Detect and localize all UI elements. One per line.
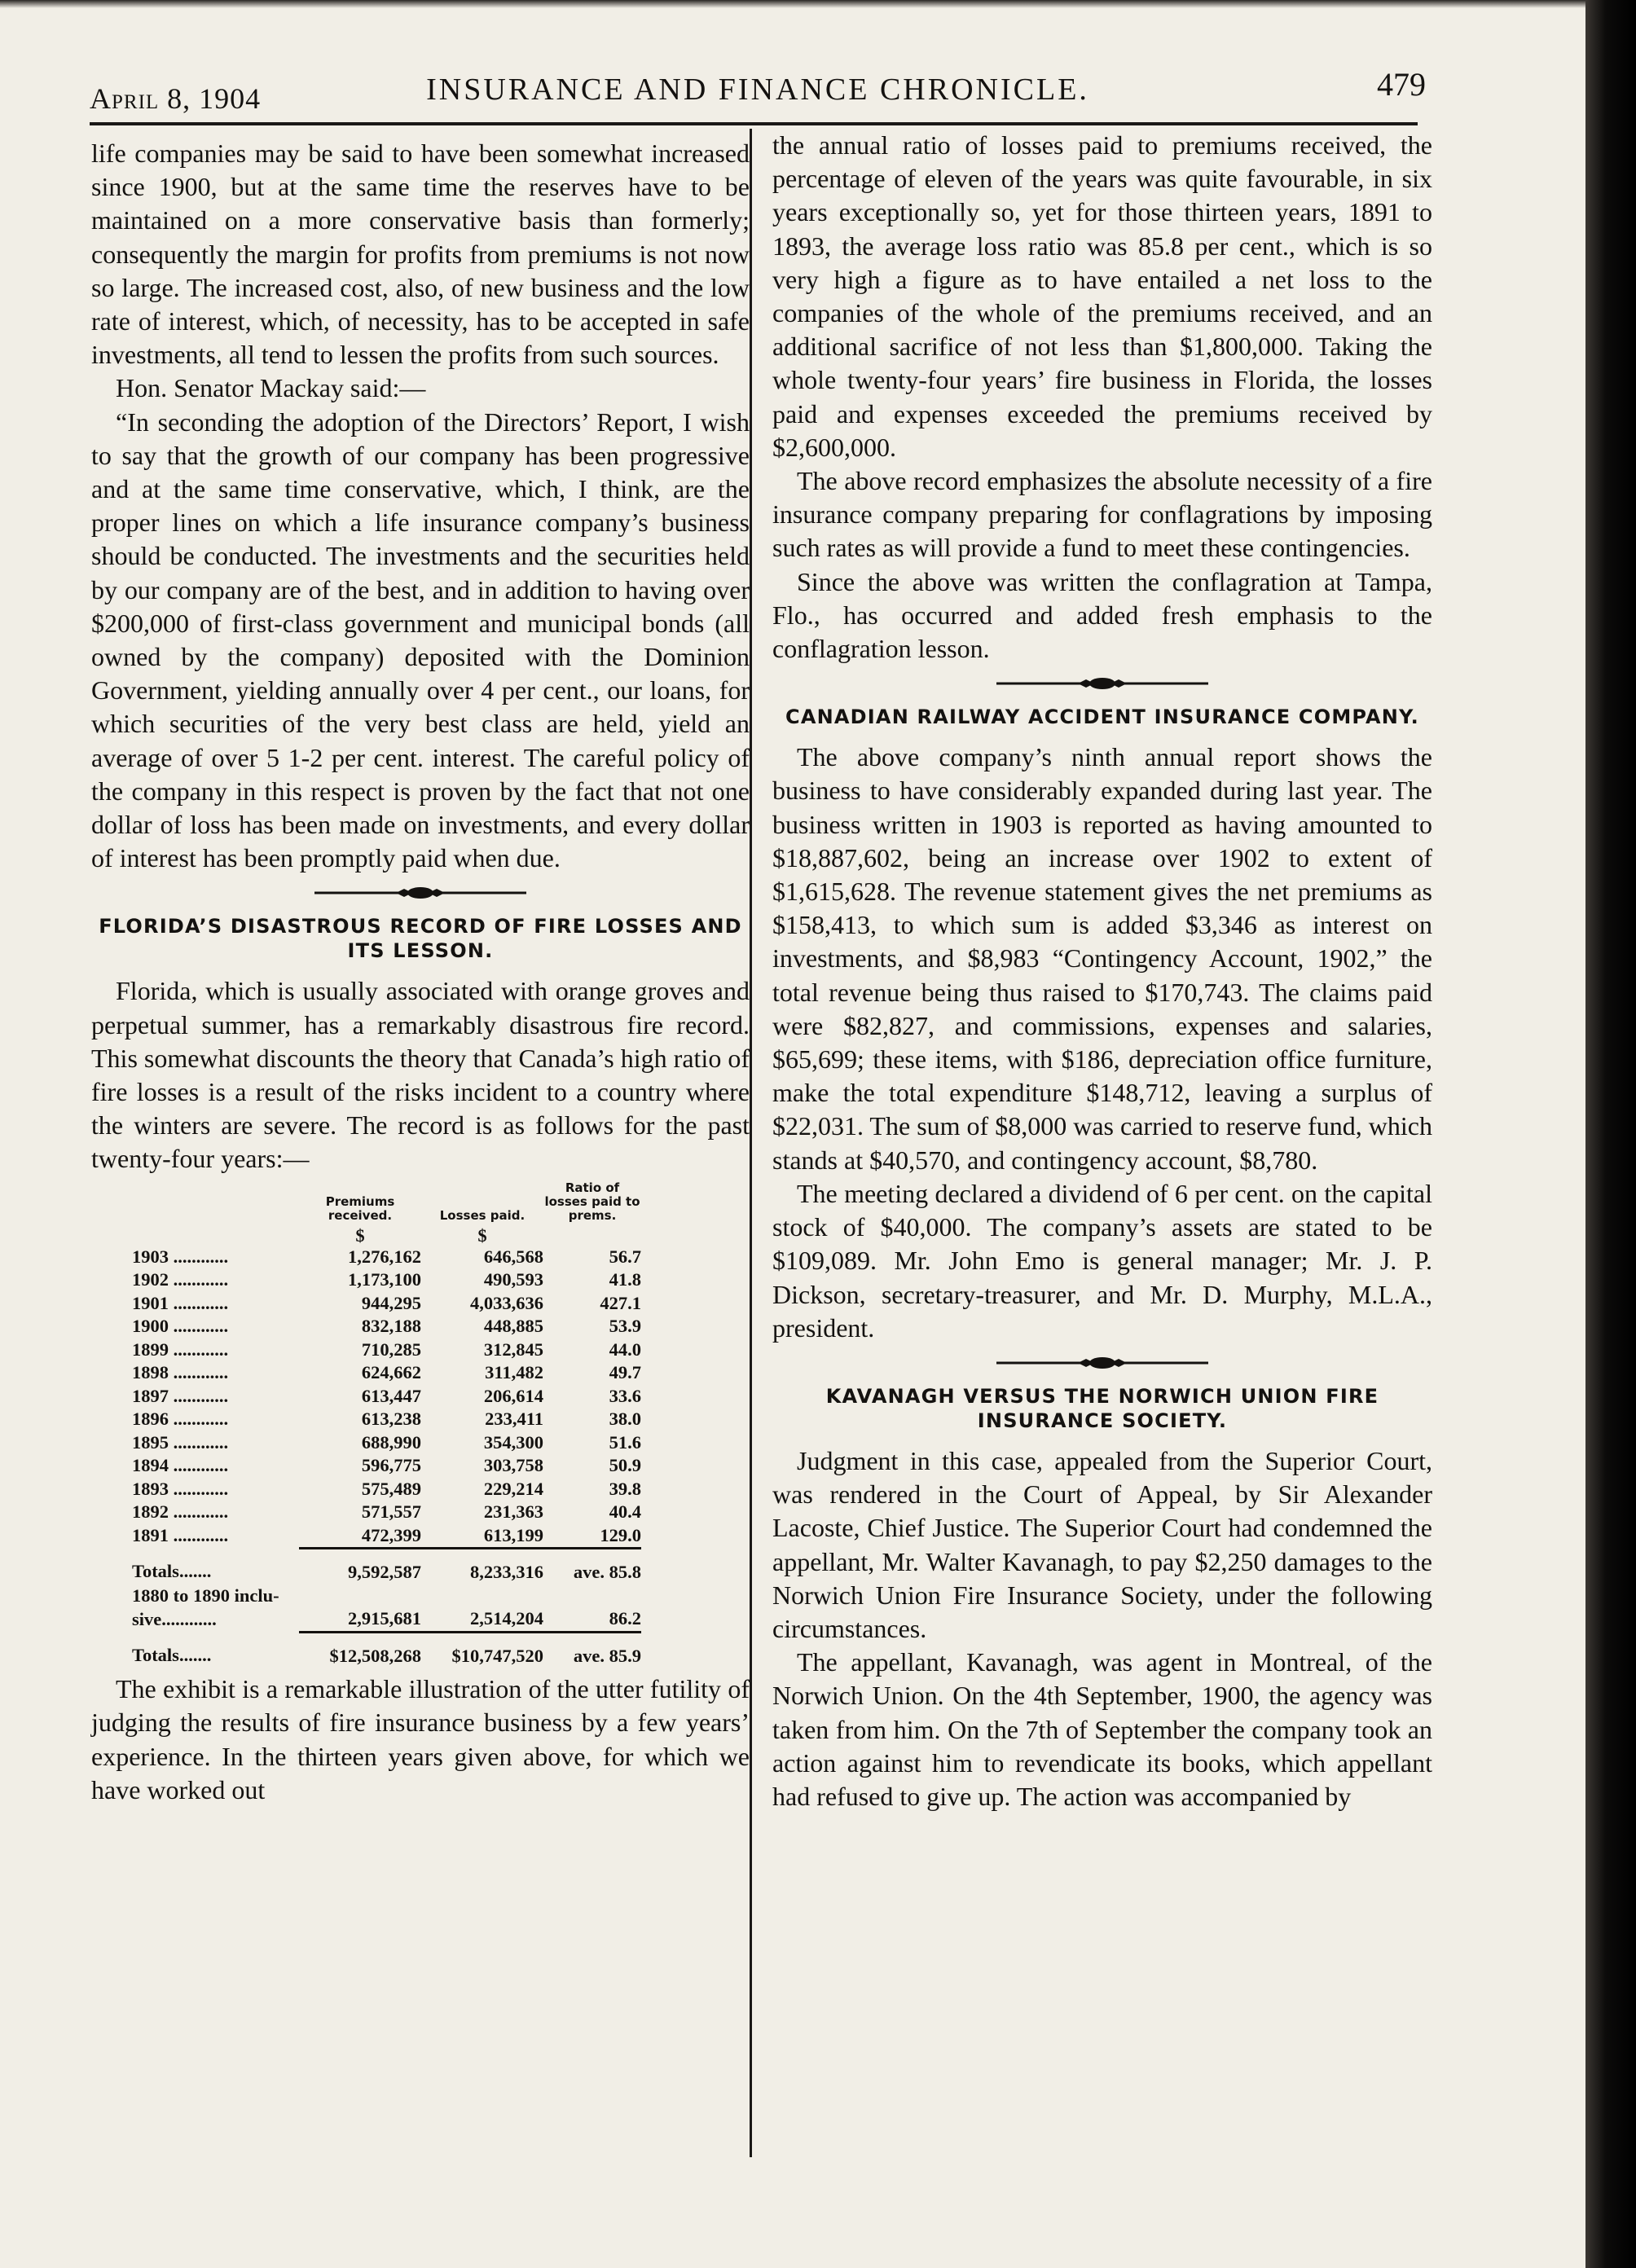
year-cell: 1899 ............: [132, 1338, 229, 1360]
year-cell: 1903 ............: [132, 1246, 229, 1267]
year-cell: 1894 ............: [132, 1455, 229, 1476]
section-heading-kavanagh: KAVANAGH VERSUS THE NORWICH UNION FIRE INSURANCE SOCIETY.: [825, 1384, 1379, 1432]
ratio-cell: 49.7: [609, 1362, 641, 1383]
period-label: 1880 to 1890 inclu-: [132, 1585, 279, 1606]
losses-cell: 490,593: [483, 1269, 543, 1290]
scan-right-edge: [1585, 0, 1636, 2268]
premiums-cell: 624,662: [361, 1362, 421, 1383]
premiums-cell: 710,285: [361, 1338, 421, 1360]
ratio-header: Ratio of losses paid to prems.: [544, 1180, 640, 1223]
ratio-cell: 41.8: [609, 1269, 641, 1290]
journal-title: INSURANCE AND FINANCE CHRONICLE.: [426, 73, 1089, 107]
page-number: 479: [1377, 66, 1426, 103]
paragraph: “In seconding the adoption of the Directors’ Report, I wish to say that the growth of our company has been progressive and at the same time conservative, which, I think, are the proper lines on which a life insurance company’s business should be conducted. The investments and the securities held by our company are of the best, and in addition to having over $200,000 of first-class government and municipal bonds (all owned by the company) deposited with the Dominion Government, yielding annually over 4 per cent., our loans, for which securities of the very best class are held, yield an average of over 5 1-2 per cent. interest. The careful policy of the company in this respect is proven by the fact that not one dollar of loss has been made on investments, and every dollar of interest has been promptly paid when due.: [91, 407, 750, 873]
losses-cell: 229,214: [483, 1478, 543, 1499]
ratio-cell: 56.7: [609, 1246, 641, 1267]
ratio-cell: 50.9: [609, 1455, 641, 1476]
ornament-rule-icon: [996, 1350, 1208, 1376]
ratio-cell: 38.0: [609, 1409, 641, 1430]
ratio-cell: 40.4: [609, 1501, 641, 1523]
section-ornament: [996, 670, 1208, 697]
losses-cell: 4,033,636: [470, 1292, 543, 1313]
losses-cell: 448,885: [483, 1316, 543, 1337]
table-row: [132, 1338, 641, 1362]
losses-cell: 311,482: [485, 1362, 543, 1383]
ornament-rule-icon: [996, 670, 1208, 697]
year-cell: 1897 ............: [132, 1385, 229, 1406]
table-row: [132, 1246, 641, 1269]
period-premiums: 2,915,681: [348, 1608, 421, 1629]
paragraph: The exhibit is a remarkable illustration of the utter futility of judging the results of fire insurance business by a few years’ experience. In the thirteen years given above, for which we have worked out: [91, 1674, 750, 1804]
losses-cell: 312,845: [483, 1338, 543, 1360]
totals-label: Totals.......: [132, 1561, 212, 1582]
year-cell: 1900 ............: [132, 1316, 229, 1337]
losses-cell: 613,199: [483, 1524, 543, 1545]
premiums-cell: 1,276,162: [348, 1246, 421, 1267]
year-cell: 1902 ............: [132, 1269, 229, 1290]
year-cell: 1898 ............: [132, 1362, 229, 1383]
grand-totals-losses: $10,747,520: [421, 1632, 543, 1668]
section-heading-florida: FLORIDA’S DISASTROUS RECORD OF FIRE LOSSES AND ITS LESSON.: [99, 915, 742, 963]
paragraph: Since the above was written the conflagration at Tampa, Flo., has occurred and added fresh emphasis to the conflagration lesson.: [772, 566, 1432, 664]
paragraph: Florida, which is usually associated with orange groves and perpetual summer, has a remarkably disastrous fire record. This somewhat discounts the theory that Canada’s high ratio of fire losses is a result of the risks incident to a country where the winters are severe. The record is as follows for the past twenty-four years:—: [91, 976, 750, 1174]
losses-cell: 646,568: [483, 1246, 543, 1267]
year-cell: 1896 ............: [132, 1409, 229, 1430]
table-row: [132, 1501, 641, 1524]
grand-totals-row: [132, 1632, 641, 1668]
premiums-cell: 688,990: [361, 1431, 421, 1453]
losses-cell: 233,411: [485, 1409, 543, 1430]
table-row: [132, 1361, 641, 1385]
table-row: [132, 1431, 641, 1455]
column-divider: [750, 129, 752, 2157]
header-rule: [90, 122, 1418, 125]
totals-row: [132, 1549, 641, 1585]
totals-premiums: 9,592,587: [299, 1549, 421, 1585]
premiums-cell: 613,238: [361, 1409, 421, 1430]
issue-date: April 8, 1904: [90, 82, 262, 115]
totals-losses: 8,233,316: [421, 1549, 543, 1585]
period-row: [132, 1607, 641, 1632]
losses-cell: 206,614: [483, 1385, 543, 1406]
year-cell: 1893 ............: [132, 1478, 229, 1499]
table-row: [132, 1315, 641, 1338]
year-cell: 1892 ............: [132, 1501, 229, 1523]
period-ratio: 86.2: [609, 1608, 641, 1629]
period-losses: 2,514,204: [470, 1608, 543, 1629]
paragraph: the annual ratio of losses paid to premiums received, the percentage of eleven of the years was quite favourable, in six years exceptionally so, yet for those thirteen years, 1891 to 1893, the average loss ratio was 85.8 per cent., which is so very high a figure as to have entailed a net loss to the companies of the whole of the premiums received, and an additional sacrifice of not less than $1,800,000. Taking the whole twenty-four years’ fire business in Florida, the losses paid and expenses exceeded the premiums received by $2,600,000.: [772, 130, 1432, 462]
paragraph: Hon. Senator Mackay said:—: [116, 373, 426, 403]
ratio-cell: 44.0: [609, 1338, 641, 1360]
losses-cell: 231,363: [483, 1501, 543, 1523]
currency-row: [132, 1226, 641, 1246]
losses-header: Losses paid.: [439, 1207, 526, 1223]
ratio-cell: 427.1: [600, 1292, 641, 1313]
totals-ratio: ave. 85.8: [543, 1549, 641, 1585]
table-row: [132, 1524, 641, 1549]
paragraph: life companies may be said to have been somewhat increased since 1900, but at the same time the reserves have to be maintained on a more conservative basis than formerly; consequently the margin for profits from premiums is not now so large. The increased cost, also, of new business and the low rate of interest, which, of necessity, has to be accepted in safe investments, all tend to lessen the profits from such sources.: [91, 138, 750, 370]
table-row: [132, 1268, 641, 1292]
premiums-cell: 575,489: [361, 1478, 421, 1499]
ratio-cell: 39.8: [609, 1478, 641, 1499]
section-ornament: [996, 1350, 1208, 1376]
fire-losses-table: [132, 1181, 641, 1668]
paragraph: The appellant, Kavanagh, was agent in Montreal, of the Norwich Union. On the 4th September, 1900, the agency was taken from him. On the 7th of September the company took an action against him to revendicate its books, which appellant had refused to give up. The action was accompanied by: [772, 1647, 1432, 1811]
paragraph: The above record emphasizes the absolute necessity of a fire insurance company preparing for conflagrations by imposing such rates as will provide a fund to meet these contingencies.: [772, 466, 1432, 563]
right-column: [772, 129, 1432, 1813]
premiums-cell: 596,775: [361, 1455, 421, 1476]
ratio-cell: 129.0: [600, 1524, 641, 1545]
running-header: [90, 66, 1426, 121]
ratio-cell: 53.9: [609, 1316, 641, 1337]
period-label-row: [132, 1585, 641, 1608]
table-row: [132, 1478, 641, 1501]
premiums-cell: 832,188: [361, 1316, 421, 1337]
year-cell: 1901 ............: [132, 1292, 229, 1313]
currency-symbol: $: [355, 1224, 365, 1246]
section-ornament: [314, 880, 526, 906]
losses-cell: 303,758: [483, 1455, 543, 1476]
ornament-rule-icon: [314, 880, 526, 906]
table-row: [132, 1454, 641, 1478]
paragraph: The above company’s ninth annual report shows the business to have considerably expanded during last year. The business written in 1903 is reported as having amounted to $18,887,602, being an increase over 1902 to extent of $1,615,628. The revenue statement gives the net premiums as $158,413, to which sum is added $3,346 as interest on investments, and $8,983 “Contingency Account, 1902,” the total revenue being thus raised to $170,743. The claims paid were $82,827, and commissions, expenses and salaries, $65,699; these items, with $186, depreciation office furniture, make the total expenditure $148,712, leaving a surplus of $22,031. The sum of $8,000 was carried to reserve fund, which stands at $40,570, and contingency account, $8,780.: [772, 742, 1432, 1175]
year-header: [132, 1181, 299, 1226]
premiums-cell: 613,447: [361, 1385, 421, 1406]
grand-totals-label: Totals.......: [132, 1644, 212, 1665]
year-cell: 1895 ............: [132, 1431, 229, 1453]
currency-symbol: $: [477, 1224, 487, 1246]
premiums-cell: 944,295: [361, 1292, 421, 1313]
table-row: [132, 1292, 641, 1316]
table-row: [132, 1385, 641, 1409]
paragraph: The meeting declared a dividend of 6 per cent. on the capital stock of $40,000. The company’s assets are stated to be $109,089. Mr. John Emo is general manager; Mr. J. P. Dickson, secretary-treasurer, and Mr. D. Murphy, M.L.A., president.: [772, 1178, 1432, 1343]
table-row: [132, 1408, 641, 1431]
losses-cell: 354,300: [483, 1431, 543, 1453]
ratio-cell: 33.6: [609, 1385, 641, 1406]
scan-top-edge: [0, 0, 1636, 8]
grand-totals-ratio: ave. 85.9: [543, 1632, 641, 1668]
paragraph: Judgment in this case, appealed from the Superior Court, was rendered in the Court of Appeal, by Sir Alexander Lacoste, Chief Justice. The Superior Court had condemned the appellant, Mr. Walter Kavanagh, to pay $2,250 damages to the Norwich Union Fire Insurance Society, under the following circumstances.: [772, 1445, 1432, 1643]
period-label-cont: sive............: [132, 1608, 217, 1629]
ratio-cell: 51.6: [609, 1431, 641, 1453]
grand-totals-premiums: $12,508,268: [299, 1632, 421, 1668]
premiums-header: Premiums received.: [325, 1193, 395, 1223]
premiums-cell: 472,399: [361, 1524, 421, 1545]
left-column: [91, 137, 750, 1807]
table-header-row: [132, 1181, 641, 1226]
premiums-cell: 571,557: [361, 1501, 421, 1523]
premiums-cell: 1,173,100: [348, 1269, 421, 1290]
year-cell: 1891 ............: [132, 1525, 229, 1546]
section-heading-canadian-railway: CANADIAN RAILWAY ACCIDENT INSURANCE COMPANY.: [785, 705, 1419, 729]
